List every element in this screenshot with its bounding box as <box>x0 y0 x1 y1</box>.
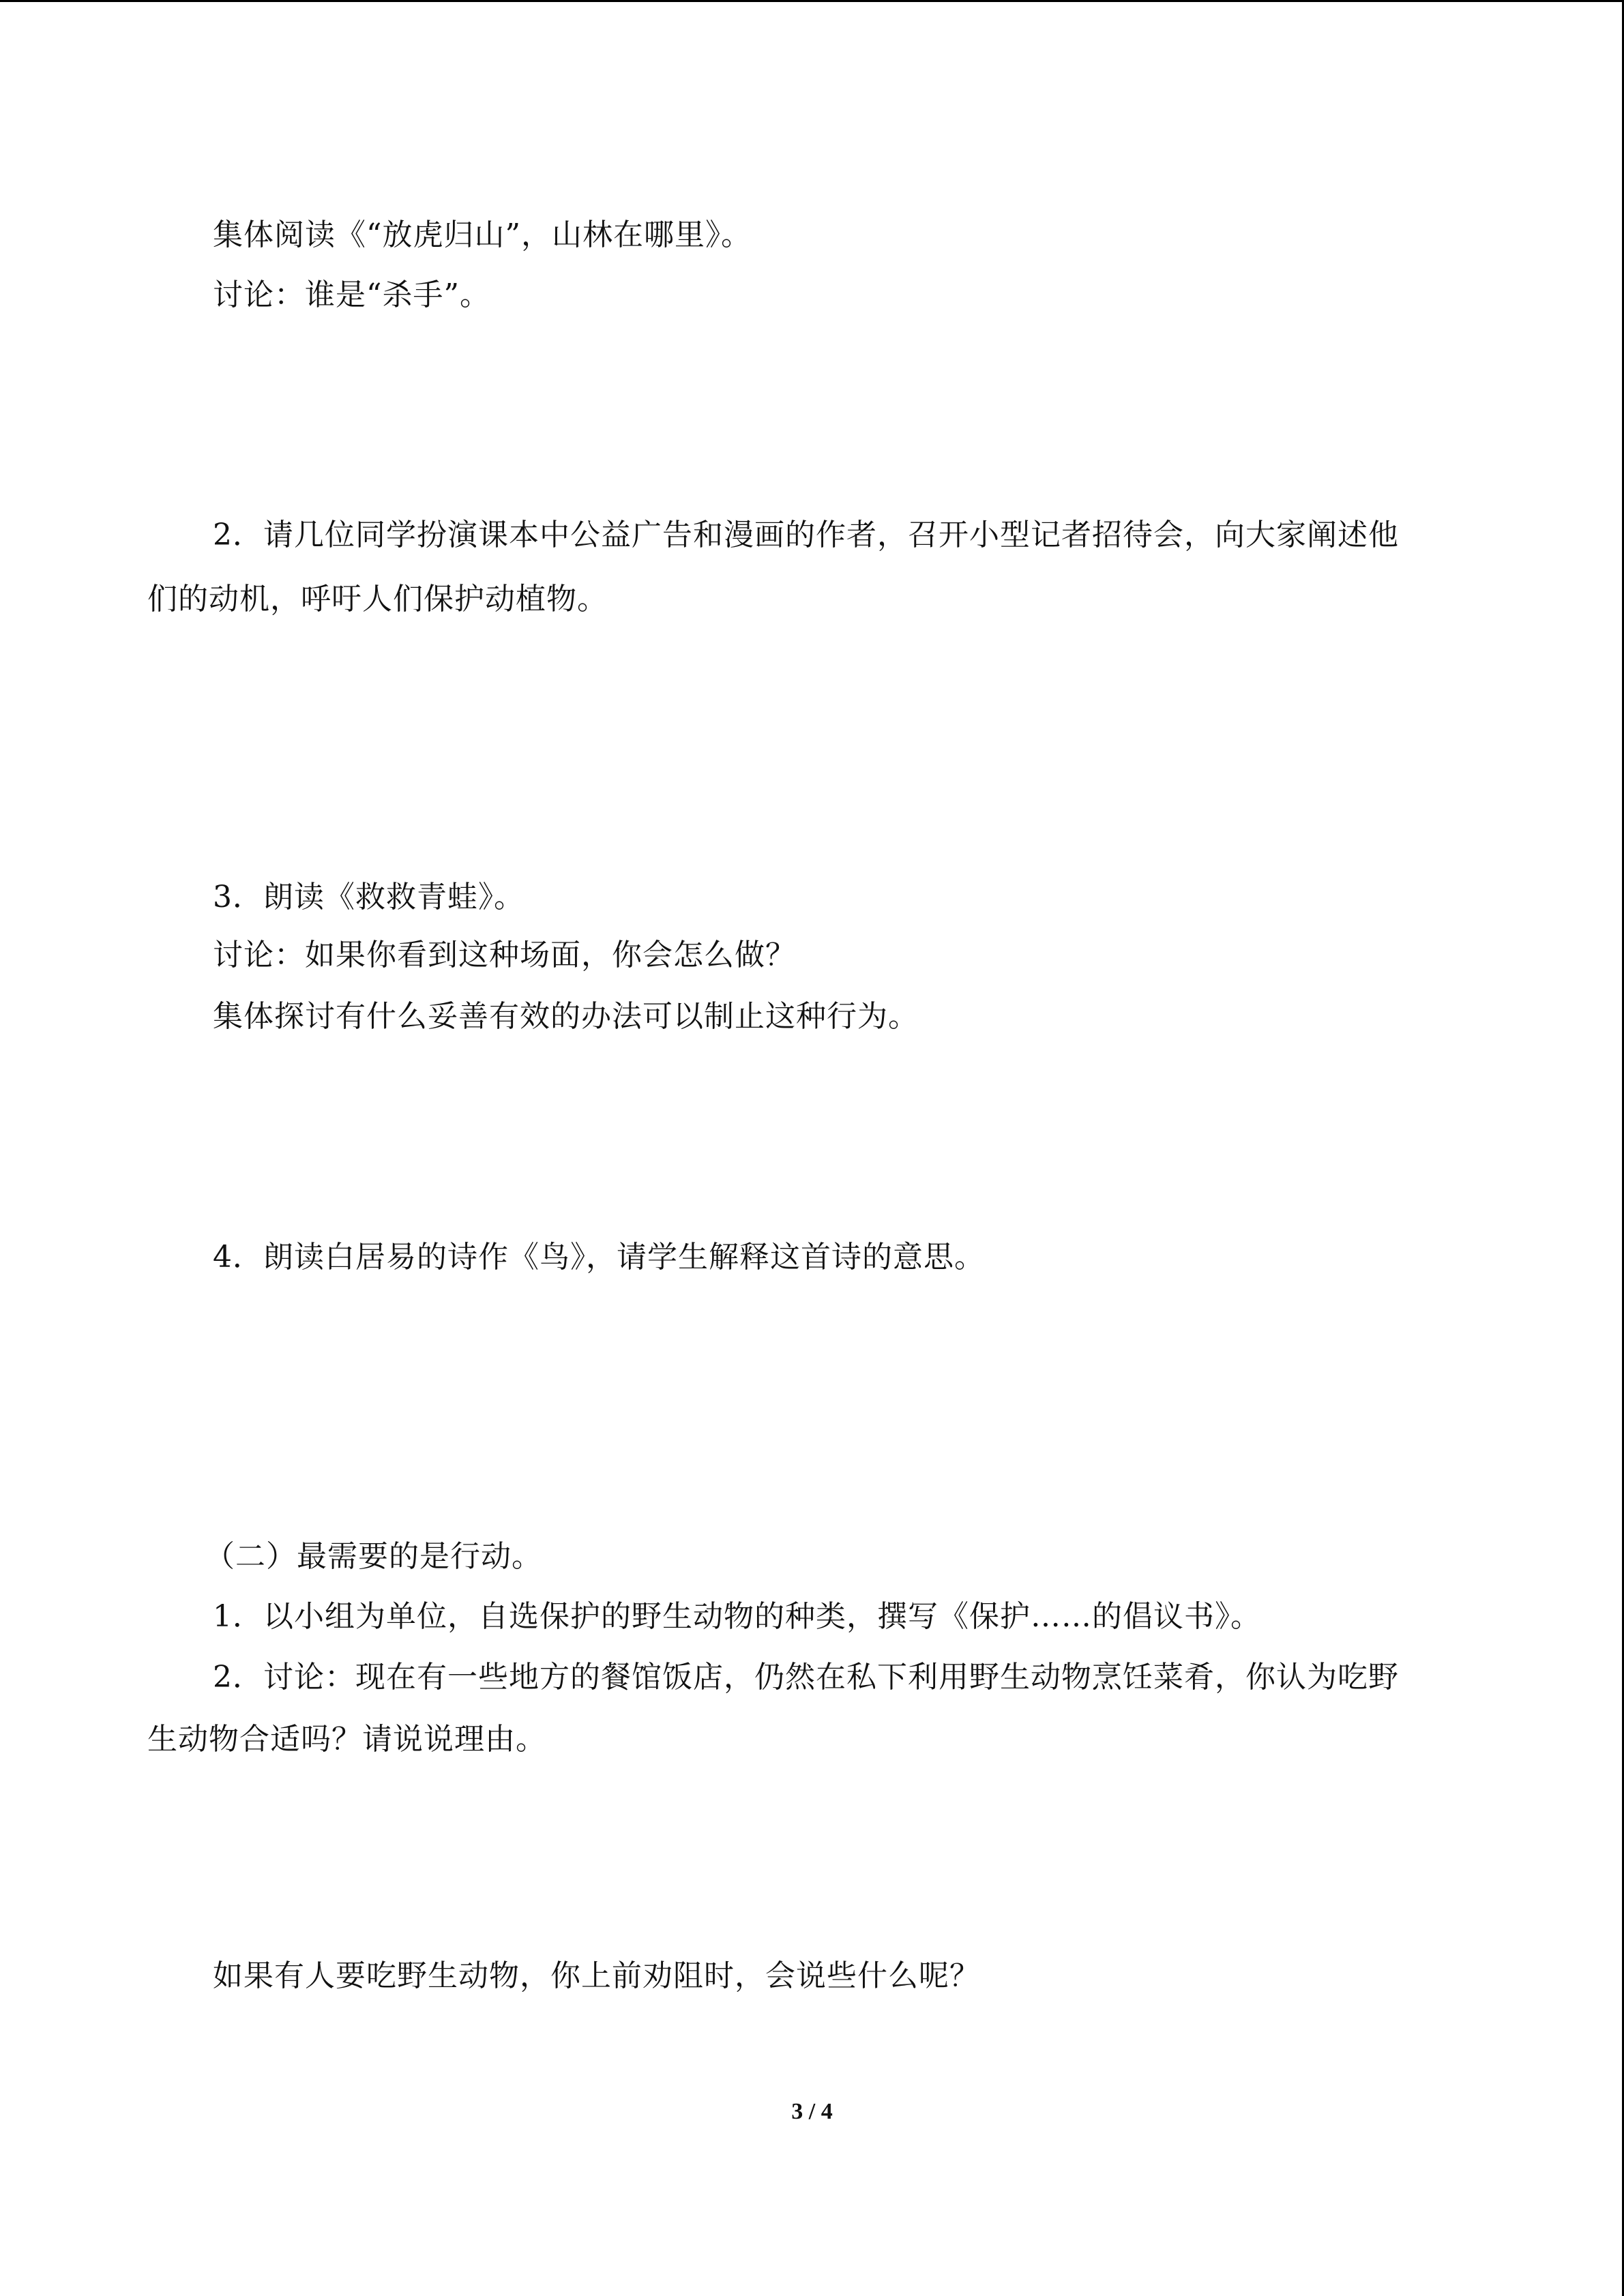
page-number: 3 / 4 <box>791 2099 833 2124</box>
paragraph-line: 如果有人要吃野生动物，你上前劝阻时，会说些什么呢？ <box>213 1958 980 1993</box>
paragraph-line: 集体探讨有什么妥善有效的办法可以制止这种行为。 <box>213 999 919 1034</box>
paragraph-line: 们的动机，呼吁人们保护动植物。 <box>147 582 608 616</box>
section-heading: （二）最需要的是行动。 <box>205 1539 542 1574</box>
paragraph-line: 生动物合适吗？请说说理由。 <box>147 1722 546 1757</box>
paragraph-line: 2．讨论：现在有一些地方的餐馆饭店，仍然在私下利用野生动物烹饪菜肴，你认为吃野 <box>213 1660 1399 1695</box>
top-border <box>0 0 1624 2</box>
paragraph-line: 集体阅读《“放虎归山”，山林在哪里》。 <box>213 218 752 252</box>
paragraph-line: 3．朗读《救救青蛙》。 <box>213 880 525 914</box>
paragraph-line: 4．朗读白居易的诗作《鸟》，请学生解释这首诗的意思。 <box>213 1240 985 1274</box>
paragraph-line: 讨论：如果你看到这种场面，你会怎么做？ <box>213 938 796 972</box>
paragraph-line: 1．以小组为单位，自选保护的野生动物的种类，撰写《保护……的倡议书》。 <box>213 1599 1261 1634</box>
paragraph-line: 讨论：谁是“杀手”。 <box>213 278 490 312</box>
paragraph-line: 2．请几位同学扮演课本中公益广告和漫画的作者，召开小型记者招待会，向大家阐述他 <box>213 518 1399 552</box>
